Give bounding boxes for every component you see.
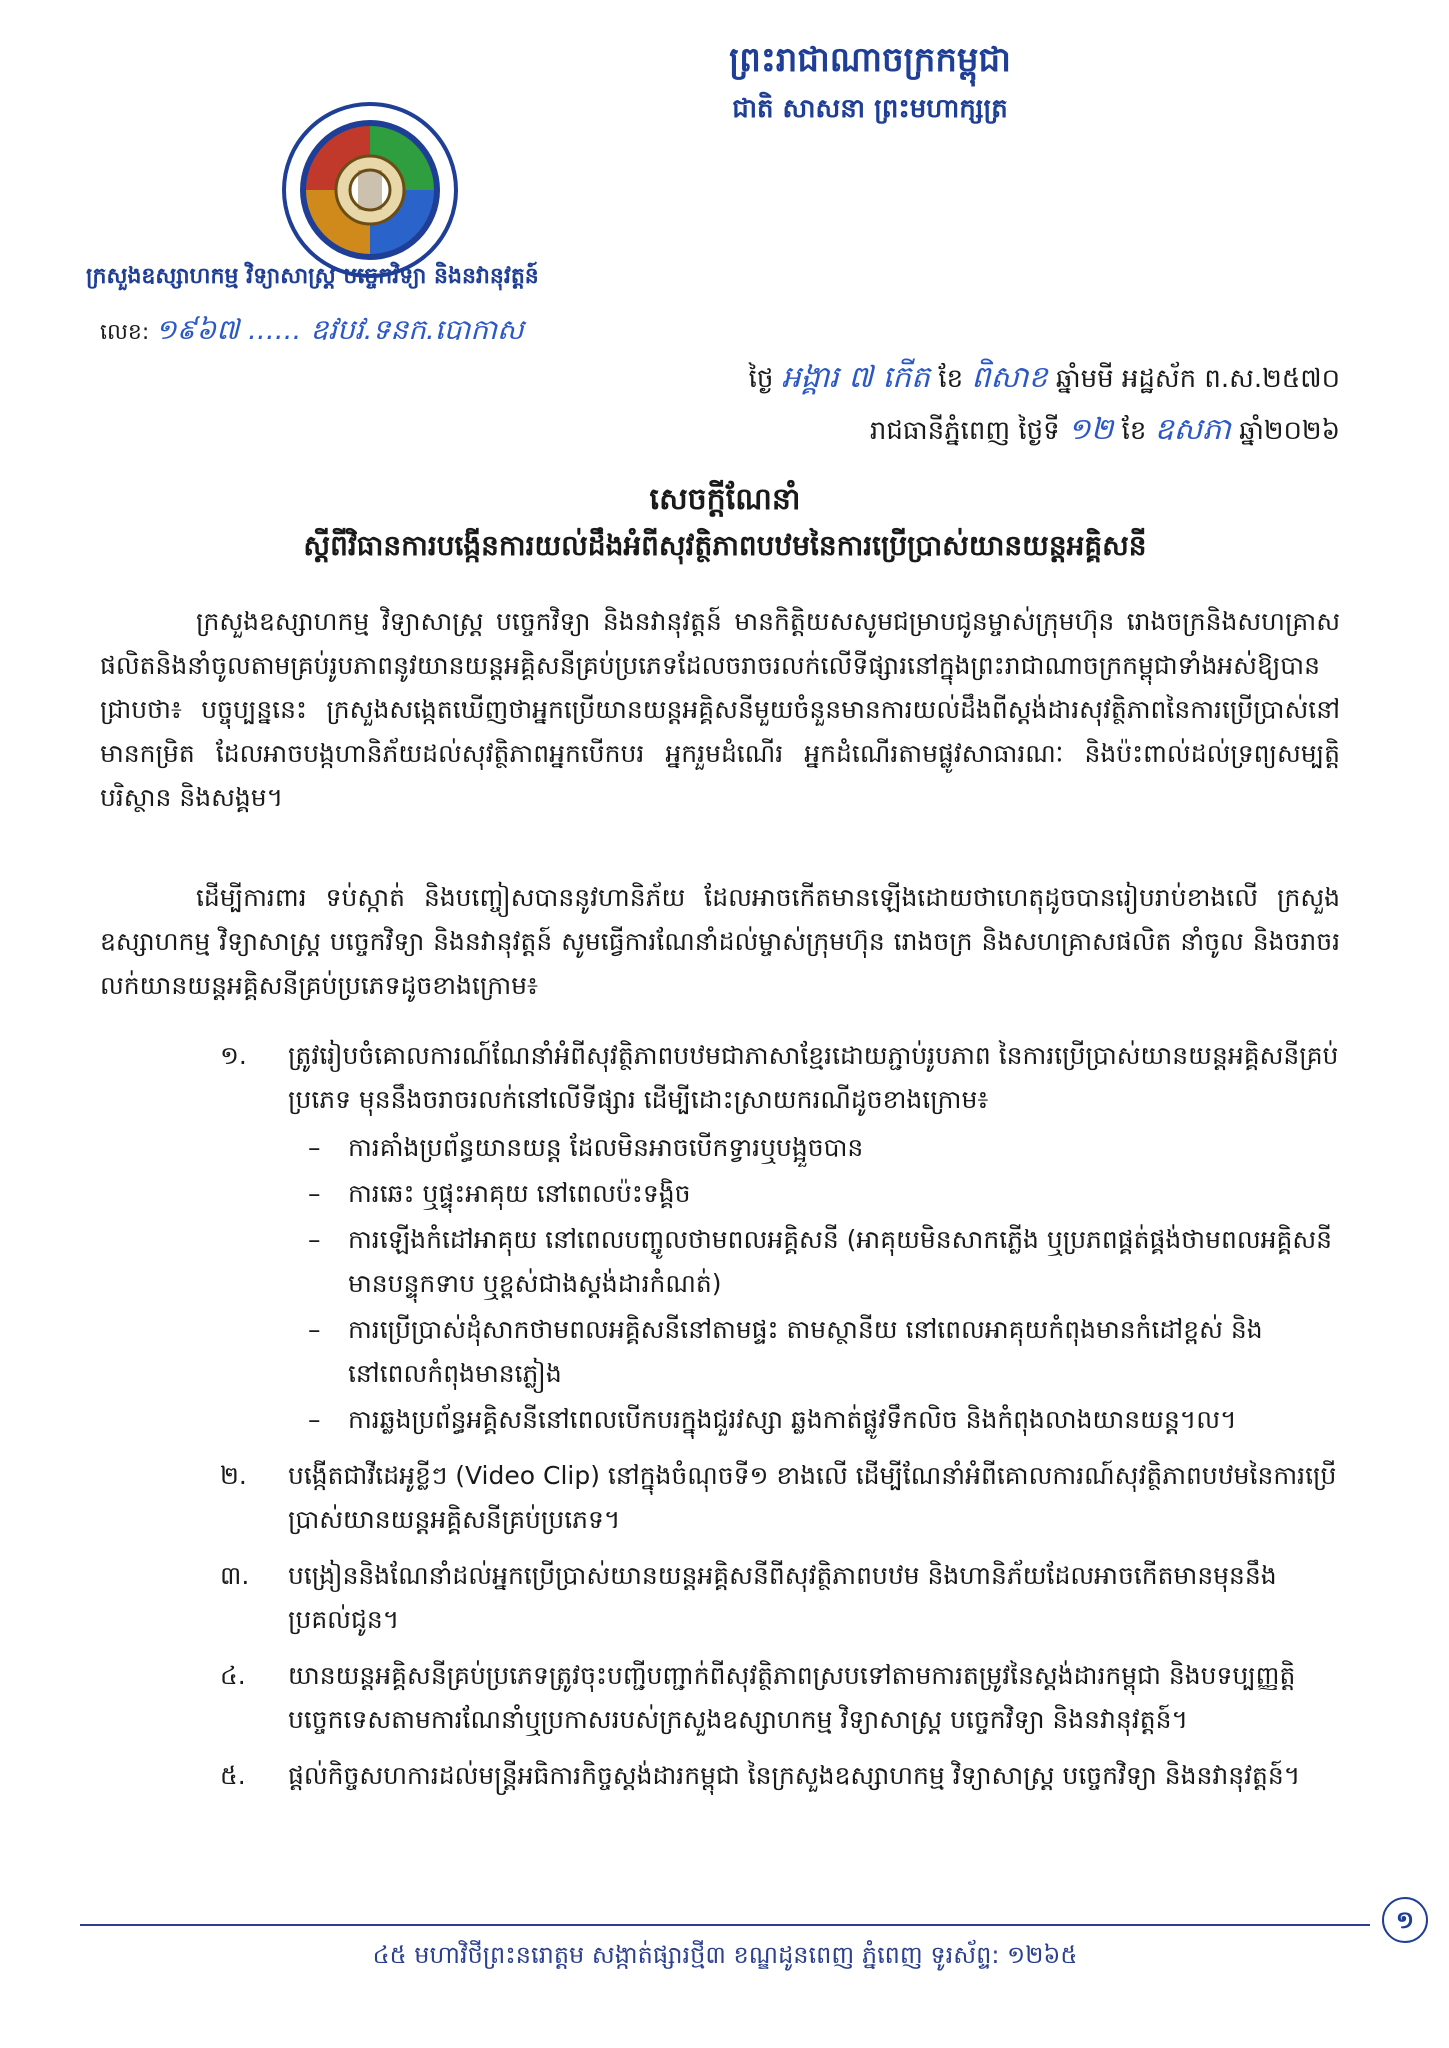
sub-list-item: – ការឡើងកំដៅអាគុយ នៅពេលបញ្ចូលថាមពលអគ្គិសនី (អាគុយមិនសាកភ្លើង ឬប្រភពផ្គត់ផ្គង់ថាមពលអគ្គិសនីមានបន្ទុកទាប ឬខ្ពស់ជាងស្តង់ដារកំណត់) xyxy=(308,1225,1333,1298)
national-motto: ជាតិ សាសនា ព្រះមហាក្សត្រ xyxy=(732,94,1008,124)
lunar-prefix: ថ្ងៃ xyxy=(748,364,774,394)
lunar-month: ពិសាខ xyxy=(971,360,1048,395)
list-item xyxy=(220,1754,1340,1798)
sub-item-text: ការគាំងប្រព័ន្ធយានយន្ត ដែលមិនអាចបើកទ្វារឬបង្អួចបាន xyxy=(348,1133,864,1162)
footer-divider xyxy=(80,1924,1370,1926)
solar-year: ឆ្នាំ២០២៦ xyxy=(1239,416,1340,446)
footer-address: ៤៥ មហាវិថីព្រះនរោត្តម សង្កាត់ផ្សារថ្មី៣ ខណ្ឌដូនពេញ ភ្នំពេញ ទូរស័ព្ទ: ១២៦៥ xyxy=(372,1941,1078,1969)
instruction-list xyxy=(220,1034,1340,1810)
item-text: ត្រូវរៀបចំគោលការណ៍ណែនាំអំពីសុវត្ថិភាពបឋមជាភាសាខ្មែរដោយភ្ជាប់រូបភាព នៃការប្រើប្រាស់យានយន្តអគ្គិសនីគ្រប់ប្រភេទ មុននឹងចរាចរលក់នៅលើទីផ្សារ ដើម្បីដោះស្រាយករណីដូចខាងក្រោម៖ xyxy=(288,1041,1339,1114)
item-text: យានយន្តអគ្គិសនីគ្រប់ប្រភេទត្រូវចុះបញ្ជីបញ្ជាក់ពីសុវត្ថិភាពស្របទៅតាមការតម្រូវនៃស្តង់ដារកម្ពុជា និងបទប្បញ្ញត្តិបច្ចេកទេសតាមការណែនាំឬប្រកាសរបស់ក្រសួងឧស្សាហកម្ម វិទ្យាសាស្ត្រ បច្ចេកវិទ្យា និងនវានុវត្តន៍។ xyxy=(288,1661,1296,1734)
lunar-year: ឆ្នាំមមី អដ្ឋស័ក ព.ស.២៥៧០ xyxy=(1055,364,1340,394)
list-item xyxy=(220,1454,1340,1542)
document-subtitle: ស្តីពីវិធានការបង្កើនការយល់ដឹងអំពីសុវត្ថិភាពបឋមនៃការប្រើប្រាស់យានយន្តអគ្គិសនី xyxy=(303,529,1147,562)
list-item xyxy=(220,1034,1340,1442)
ministry-logo xyxy=(280,100,460,280)
page-number xyxy=(1380,1895,1430,1945)
item-text: បង្រៀននិងណែនាំដល់អ្នកប្រើប្រាស់យានយន្តអគ្គិសនីពីសុវត្ថិភាពបឋម និងហានិភ័យដែលអាចកើតមានមុននឹងប្រគល់ជូន។ xyxy=(288,1561,1277,1634)
sub-item-text: ការប្រើប្រាស់ដុំសាកថាមពលអគ្គិសនីនៅតាមផ្ទះ តាមស្ថានីយ នៅពេលអាគុយកំពុងមានកំដៅខ្ពស់ និងនៅពេលកំពុងមានភ្លៀង xyxy=(348,1315,1263,1388)
sub-list-item: – ការគាំងប្រព័ន្ធយានយន្ត ដែលមិនអាចបើកទ្វារឬបង្អួចបាន xyxy=(308,1133,864,1162)
paragraph-purpose: ដើម្បីការពារ ទប់ស្កាត់ និងបញ្ចៀសបាននូវហានិភ័យ ដែលអាចកើតមានឡើងដោយថាហេតុដូចបានរៀបរាប់ខាងលើ ក្រសួងឧស្សាហកម្ម វិទ្យាសាស្ត្រ បច្ចេកវិទ្យា និងនវានុវត្តន៍ សូមធ្វើការណែនាំដល់ម្ចាស់ក្រុមហ៊ុន រោងចក្រ និងសហគ្រាសផលិត នាំចូល និងចរាចរលក់យានយន្តអគ្គិសនីគ្រប់ប្រភេទដូចខាងក្រោម៖ xyxy=(100,883,1340,1000)
solar-day: ១២ xyxy=(1067,412,1114,447)
ministry-name: ក្រសួងឧស្សាហកម្ម វិទ្យាសាស្ត្រ បច្ចេកវិទ្យា និងនវានុវត្តន៍ xyxy=(86,264,539,289)
list-item xyxy=(220,1554,1340,1642)
sub-list-item: – ការឆេះ ឬផ្ទុះអាគុយ នៅពេលប៉ះទង្គិច xyxy=(308,1179,691,1208)
document-title: សេចក្តីណែនាំ xyxy=(649,482,801,517)
kingdom-heading: ព្រះរាជាណាចក្រកម្ពុជា xyxy=(729,40,1011,80)
reference-label: លេខ: xyxy=(100,320,150,345)
lunar-month-prefix: ខែ xyxy=(938,364,964,394)
item-text: ផ្តល់កិច្ចសហការដល់មន្ត្រីអធិការកិច្ចស្តង់ដារកម្ពុជា នៃក្រសួងឧស្សាហកម្ម វិទ្យាសាស្ត្រ បច្ចេកវិទ្យា និងនវានុវត្តន៍។ xyxy=(288,1761,1301,1790)
solar-prefix: រាជធានីភ្នំពេញ ថ្ងៃទី xyxy=(869,416,1060,446)
lunar-day: អង្គារ ៧ កើត xyxy=(781,360,931,395)
item-number: ៤. xyxy=(220,1661,246,1690)
page-number-text: ១ xyxy=(1395,1906,1415,1934)
sub-item-text: ការឆេះ ឬផ្ទុះអាគុយ នៅពេលប៉ះទង្គិច xyxy=(348,1179,691,1208)
sub-item-text: ការឡើងកំដៅអាគុយ នៅពេលបញ្ចូលថាមពលអគ្គិសនី (អាគុយមិនសាកភ្លើង ឬប្រភពផ្គត់ផ្គង់ថាមពលអគ្គិសនីមានបន្ទុកទាប ឬខ្ពស់ជាងស្តង់ដារកំណត់) xyxy=(348,1225,1333,1298)
sub-item-text: ការឆ្លងប្រព័ន្ធអគ្គិសនីនៅពេលបើកបរក្នុងជួរវស្សា ឆ្លងកាត់ផ្លូវទឹកលិច និងកំពុងលាងយានយន្ត។ល។ xyxy=(348,1405,1237,1434)
reference-number xyxy=(100,312,524,353)
list-item xyxy=(220,1654,1340,1742)
item-number: ៥. xyxy=(220,1761,246,1790)
item-number: ១. xyxy=(220,1041,247,1070)
sub-list-item: – ការឆ្លងប្រព័ន្ធអគ្គិសនីនៅពេលបើកបរក្នុងជួរវស្សា ឆ្លងកាត់ផ្លូវទឹកលិច និងកំពុងលាងយានយន្ត។ល។ xyxy=(308,1405,1237,1434)
solar-month: ឧសភា xyxy=(1154,412,1231,447)
solar-date xyxy=(610,410,1340,454)
item-text: បង្កើតជាវីដេអូខ្លីៗ (Video Clip) នៅក្នុងចំណុចទី១ ខាងលើ ដើម្បីណែនាំអំពីគោលការណ៍សុវត្ថិភាពបឋមនៃការប្រើប្រាស់យានយន្តអគ្គិសនីគ្រប់ប្រភេទ។ xyxy=(288,1461,1337,1534)
lunar-date xyxy=(610,358,1340,402)
reference-handwritten: ១៩៦៧ ...... ឧវបវ.ទនក.បោកាស xyxy=(155,313,524,346)
paragraph-intro: ក្រសួងឧស្សាហកម្ម វិទ្យាសាស្ត្រ បច្ចេកវិទ្យា និងនវានុវត្តន៍ មានកិត្តិយសសូមជម្រាបជូនម្ចាស់ក្រុមហ៊ុន រោងចក្រនិងសហគ្រាសផលិតនិងនាំចូលតាមគ្រប់រូបភាពនូវយានយន្តអគ្គិសនីគ្រប់ប្រភេទដែលចរាចរលក់លើទីផ្សារនៅក្នុងព្រះរាជាណាចក្រកម្ពុជាទាំងអស់ឱ្យបានជ្រាបថា៖ បច្ចុប្បន្ននេះ ក្រសួងសង្កេតឃើញថាអ្នកប្រើយានយន្តអគ្គិសនីមួយចំនួនមានការយល់ដឹងពីស្តង់ដារសុវត្ថិភាពនៃការប្រើប្រាស់នៅមានកម្រិត ដែលអាចបង្កហានិភ័យដល់សុវត្ថិភាពអ្នកបើកបរ អ្នករួមដំណើរ អ្នកដំណើរតាមផ្លូវសាធារណៈ និងប៉ះពាល់ដល់ទ្រព្យសម្បត្តិ បរិស្ថាន និងសង្គម។ xyxy=(100,607,1340,812)
solar-month-prefix: ខែ xyxy=(1121,416,1147,446)
sub-list xyxy=(288,1126,1340,1442)
item-number: ៣. xyxy=(220,1561,250,1590)
sub-list-item: – ការប្រើប្រាស់ដុំសាកថាមពលអគ្គិសនីនៅតាមផ្ទះ តាមស្ថានីយ នៅពេលអាគុយកំពុងមានកំដៅខ្ពស់ និងនៅពេលកំពុងមានភ្លៀង xyxy=(308,1315,1263,1388)
item-number: ២. xyxy=(220,1461,247,1490)
